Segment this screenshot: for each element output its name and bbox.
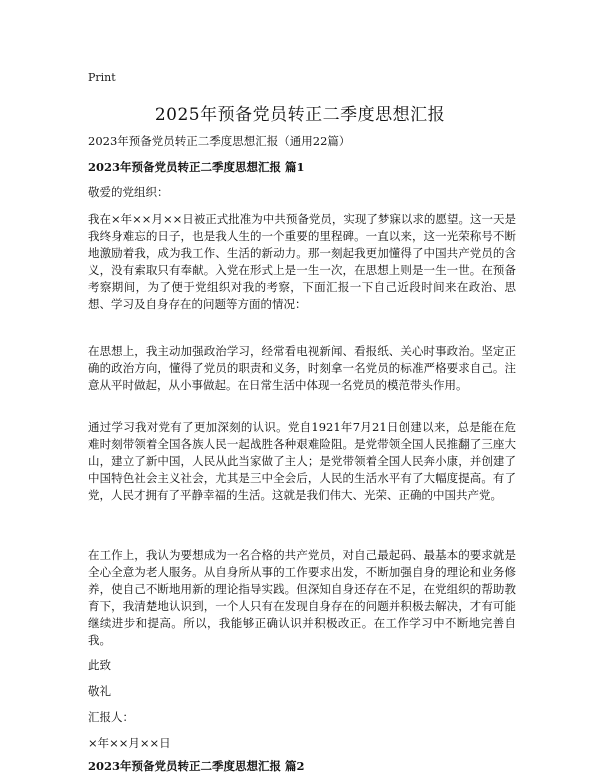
report-date: ×年××月××日 (88, 736, 171, 750)
paragraph-1: 我在×年××月××日被正式批准为中共预备党员，实现了梦寐以求的愿望。这一天是我终身难忘的日子，也是我人生的一个重要的里程碑。一直以来，这一光荣称号不断地激励着我，成为我工作、生活的新动力。那一刻起我更加懂得了中国共产党员的含义，没有索取只有奉献。入党在形式上是一生一次，在思想上则是一生一世。在预备考察期间，为了便于党组织对我的考察，下面汇报一下自己近段时间来在政治、思想、学习及自身存在的问题等方面的情况： (88, 212, 516, 311)
reporter-label: 汇报人： (88, 710, 134, 724)
greeting: 敬爱的党组织： (88, 185, 169, 199)
section-heading-2: 2023年预备党员转正二季度思想汇报 篇2 (88, 759, 305, 773)
salute-text: 敬礼 (88, 684, 111, 698)
paragraph-3: 通过学习我对党有了更加深刻的认识。党自1921年7月21日创建以来，总是能在危难时刻带领着全国各族人民一起战胜各种艰难险阻。是党带领全国人民推翻了三座大山，建立了新中国，人民从此当家做了主人；是党带领着全国人民奔小康，并创建了中国特色社会主义社会，尤其是三中全会后，人民的生活水平有了大幅度提高。有了党，人民才拥有了平静幸福的生活。这就是我们伟大、光荣、正确的中国共产党。 (88, 420, 516, 502)
document-subtitle: 2023年预备党员转正二季度思想汇报（通用22篇） (88, 134, 351, 148)
closing-text: 此致 (88, 658, 111, 672)
print-link[interactable]: Print (88, 71, 116, 84)
paragraph-4: 在工作上，我认为要想成为一名合格的共产党员，对自己最起码、最基本的要求就是全心全意为老人服务。从自身所从事的工作要求出发，不断加强自身的理论和业务修养，使自己不断地用新的理论指导实践。但深知自身还存在不足，在党组织的帮助教育下，我清楚地认识到，一个人只有在发现自身存在的问题并积极去解决，才有可能继续进步和提高。所以，我能够正确认识并积极改正。在工作学习中不断地完善自我。 (88, 548, 516, 647)
page-title: 2025年预备党员转正二季度思想汇报 (154, 105, 446, 125)
section-heading-1: 2023年预备党员转正二季度思想汇报 篇1 (88, 160, 305, 174)
paragraph-2: 在思想上，我主动加强政治学习，经常看电视新闻、看报纸、关心时事政治。坚定正确的政治方向，懂得了党员的职责和义务，时刻拿一名党员的标准严格要求自己。注意从平时做起，从小事做起。在日常生活中体现一名党员的模范带头作用。 (88, 344, 516, 392)
